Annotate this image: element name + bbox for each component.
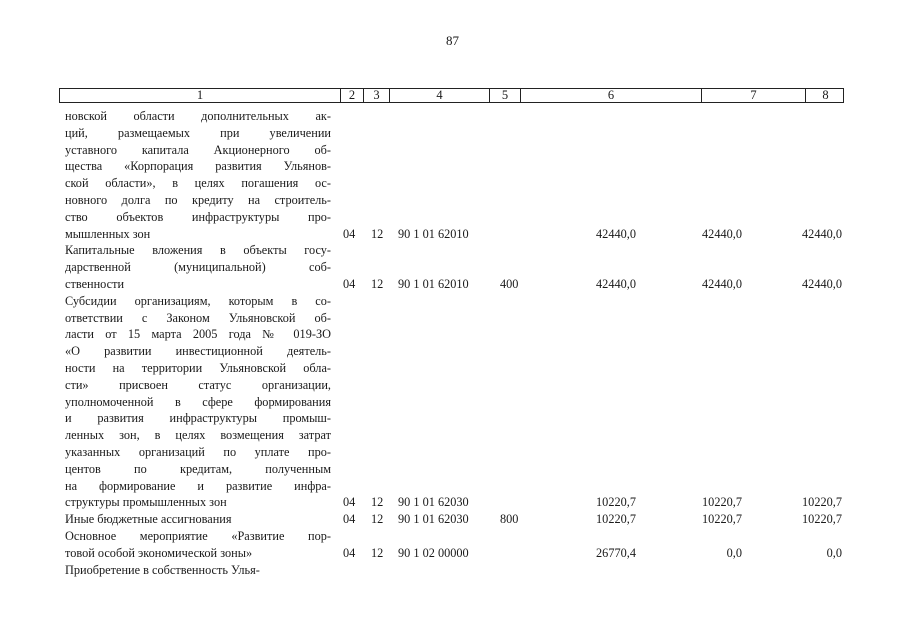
cell-c7: 42440,0 [702, 276, 742, 291]
page-number: 87 [446, 33, 459, 48]
cell-c7: 10220,7 [702, 512, 742, 527]
cell-c4: 90 1 01 62030 [398, 495, 469, 510]
description-line: ственности [65, 276, 125, 291]
description-line: Приобретение в собственность Улья- [65, 562, 260, 577]
description-line: Основное мероприятие «Развитие пор- [65, 529, 331, 543]
header-col-4: 4 [390, 89, 490, 102]
description-line: ство объектов инфраструктуры про- [65, 209, 331, 224]
cell-c5: 800 [500, 512, 519, 527]
description-line: ности на территории Ульяновской обла- [65, 360, 331, 375]
description-line: Капитальные вложения в объекты госу- [65, 243, 331, 258]
cell-c3: 12 [371, 545, 384, 560]
cell-c3: 12 [371, 226, 384, 241]
description-line: новской области дополнительных ак- [65, 109, 331, 123]
cell-c4: 90 1 01 62010 [398, 276, 469, 291]
row-description [65, 242, 331, 292]
header-col-5: 5 [490, 89, 521, 102]
description-line: товой особой экономической зоны» [65, 545, 253, 560]
table-header [59, 88, 844, 103]
description-line: ций, размещаемых при увеличении [65, 125, 331, 140]
cell-c8: 0,0 [826, 545, 842, 560]
description-line: ласти от 15 марта 2005 года № 019-ЗО [65, 327, 331, 342]
description-line: Субсидии организациям, которым в со- [65, 293, 331, 308]
description-line: уставного капитала Акционерного об- [65, 142, 331, 157]
cell-c8: 10220,7 [802, 512, 842, 527]
cell-c7: 10220,7 [702, 495, 742, 510]
description-line: ответствии с Законом Ульяновской об- [65, 310, 331, 325]
row-description [65, 511, 331, 528]
cell-c4: 90 1 02 00000 [398, 545, 469, 560]
cell-c2: 04 [343, 276, 356, 291]
description-line: щества «Корпорация развития Ульянов- [65, 159, 331, 174]
row-description [65, 562, 331, 579]
description-line: указанных организаций по уплате про- [65, 444, 331, 459]
row-description [65, 108, 331, 242]
header-col-7: 7 [702, 89, 806, 102]
cell-c3: 12 [371, 276, 384, 291]
cell-c7: 0,0 [726, 545, 742, 560]
description-line: дарственной (муниципальной) соб- [65, 260, 331, 275]
row-description [65, 528, 331, 562]
description-line: структуры промышленных зон [65, 495, 227, 510]
cell-c8: 42440,0 [802, 276, 842, 291]
description-line: и развития инфраструктуры промыш- [65, 411, 331, 426]
cell-c3: 12 [371, 495, 384, 510]
header-col-1: 1 [60, 89, 341, 102]
cell-c8: 10220,7 [802, 495, 842, 510]
header-col-8: 8 [822, 88, 829, 102]
header-col-6: 6 [521, 89, 702, 102]
cell-c4: 90 1 01 62030 [398, 512, 469, 527]
cell-c6: 42440,0 [596, 226, 636, 241]
cell-c2: 04 [343, 226, 356, 241]
cell-c2: 04 [343, 495, 356, 510]
description-line: ской области», в целях погашения ос- [65, 176, 331, 191]
cell-c8: 42440,0 [802, 226, 842, 241]
description-line: мышленных зон [65, 226, 151, 241]
row-description [65, 293, 331, 511]
cell-c6: 10220,7 [596, 512, 636, 527]
description-line: «О развитии инвестиционной деятель- [65, 344, 331, 359]
cell-c2: 04 [343, 545, 356, 560]
description-line: новного долга по кредиту на строитель- [65, 192, 331, 207]
cell-c7: 42440,0 [702, 226, 742, 241]
cell-c2: 04 [343, 512, 356, 527]
description-line: сти» присвоен статус организации, [65, 377, 331, 392]
header-col-2: 2 [341, 89, 364, 102]
description-line: Иные бюджетные ассигнования [65, 512, 232, 527]
description-line: ленных зон, в целях возмещения затрат [65, 428, 331, 443]
cell-c6: 26770,4 [596, 545, 636, 560]
cell-c6: 42440,0 [596, 276, 636, 291]
cell-c5: 400 [500, 276, 519, 291]
description-line: уполномоченной в сфере формирования [65, 394, 331, 409]
header-col-3: 3 [364, 89, 390, 102]
cell-c3: 12 [371, 512, 384, 527]
cell-c6: 10220,7 [596, 495, 636, 510]
description-line: на формирование и развитие инфра- [65, 478, 331, 493]
description-line: центов по кредитам, полученным [65, 461, 331, 476]
cell-c4: 90 1 01 62010 [398, 226, 469, 241]
